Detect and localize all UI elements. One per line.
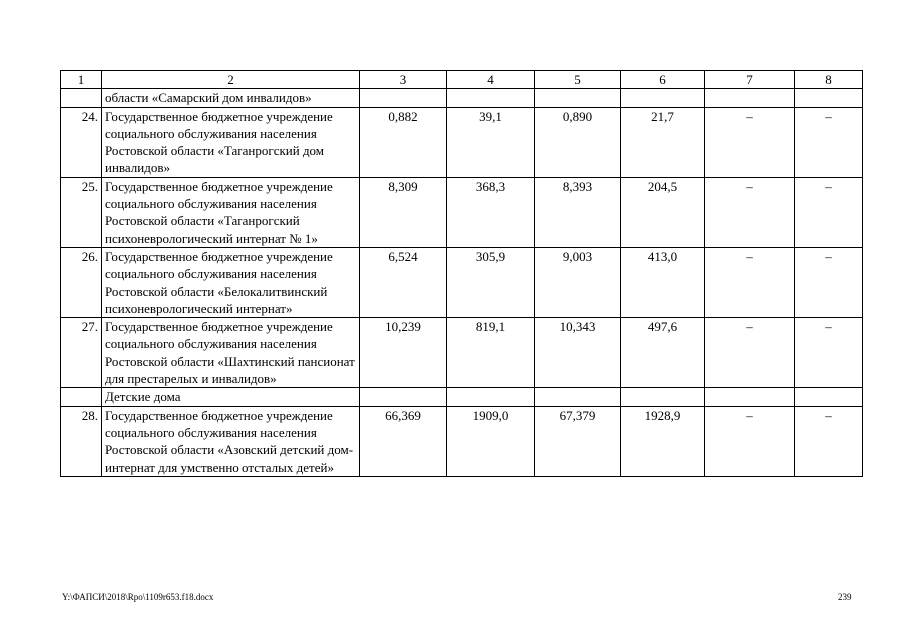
header-cell: 7 <box>705 71 795 89</box>
value-cell: 1928,9 <box>621 406 705 476</box>
value-cell: – <box>795 318 863 388</box>
footer-file-path: Y:\ФАПСИ\2018\Rpo\1109r653.f18.docx <box>62 592 214 602</box>
value-cell: 819,1 <box>447 318 535 388</box>
header-cell: 1 <box>61 71 102 89</box>
header-cell: 3 <box>360 71 447 89</box>
value-cell: 0,882 <box>360 107 447 177</box>
section-title: Детские дома <box>102 388 360 406</box>
value-cell: – <box>795 177 863 247</box>
row-number: 26. <box>61 247 102 317</box>
value-cell: – <box>795 247 863 317</box>
row-number: 27. <box>61 318 102 388</box>
table-row <box>61 406 863 476</box>
row-number: 24. <box>61 107 102 177</box>
row-number: 25. <box>61 177 102 247</box>
value-cell: 0,890 <box>535 107 621 177</box>
continuation-row <box>61 89 863 107</box>
value-cell: – <box>795 107 863 177</box>
header-cell: 6 <box>621 71 705 89</box>
institution-name: Государственное бюджетное учреждение социального обслуживания населения Ростовской области «Таганрогский дом инвалидов» <box>102 107 360 177</box>
table-row <box>61 247 863 317</box>
value-cell: – <box>705 177 795 247</box>
value-cell: – <box>795 406 863 476</box>
value-cell: – <box>705 107 795 177</box>
value-cell: 10,239 <box>360 318 447 388</box>
header-cell: 8 <box>795 71 863 89</box>
header-row <box>61 71 863 89</box>
value-cell: – <box>705 318 795 388</box>
institution-name: Государственное бюджетное учреждение социального обслуживания населения Ростовской области «Таганрогский психоневрологический интернат № 1» <box>102 177 360 247</box>
value-cell: 21,7 <box>621 107 705 177</box>
value-cell: 204,5 <box>621 177 705 247</box>
value-cell: – <box>705 406 795 476</box>
institution-name: Государственное бюджетное учреждение социального обслуживания населения Ростовской области «Белокалитвинский психоневрологический интернат» <box>102 247 360 317</box>
value-cell: 368,3 <box>447 177 535 247</box>
table-row <box>61 177 863 247</box>
data-table <box>60 70 863 477</box>
table-row <box>61 318 863 388</box>
table-row <box>61 107 863 177</box>
header-cell: 2 <box>102 71 360 89</box>
page-number: 239 <box>838 592 852 602</box>
value-cell: 9,003 <box>535 247 621 317</box>
value-cell: 10,343 <box>535 318 621 388</box>
institution-name: Государственное бюджетное учреждение социального обслуживания населения Ростовской области «Шахтинский пансионат для престарелых и инвалидов» <box>102 318 360 388</box>
value-cell: 66,369 <box>360 406 447 476</box>
header-cell: 5 <box>535 71 621 89</box>
header-cell: 4 <box>447 71 535 89</box>
value-cell: 8,393 <box>535 177 621 247</box>
row-number: 28. <box>61 406 102 476</box>
section-row <box>61 388 863 406</box>
institution-name: Государственное бюджетное учреждение социального обслуживания населения Ростовской области «Азовский детский дом-интернат для умственно отсталых детей» <box>102 406 360 476</box>
value-cell: 1909,0 <box>447 406 535 476</box>
value-cell: 413,0 <box>621 247 705 317</box>
value-cell: 497,6 <box>621 318 705 388</box>
value-cell: 305,9 <box>447 247 535 317</box>
value-cell: – <box>705 247 795 317</box>
value-cell: 6,524 <box>360 247 447 317</box>
value-cell: 67,379 <box>535 406 621 476</box>
value-cell: 8,309 <box>360 177 447 247</box>
value-cell: 39,1 <box>447 107 535 177</box>
continuation-text: области «Самарский дом инвалидов» <box>102 89 360 107</box>
